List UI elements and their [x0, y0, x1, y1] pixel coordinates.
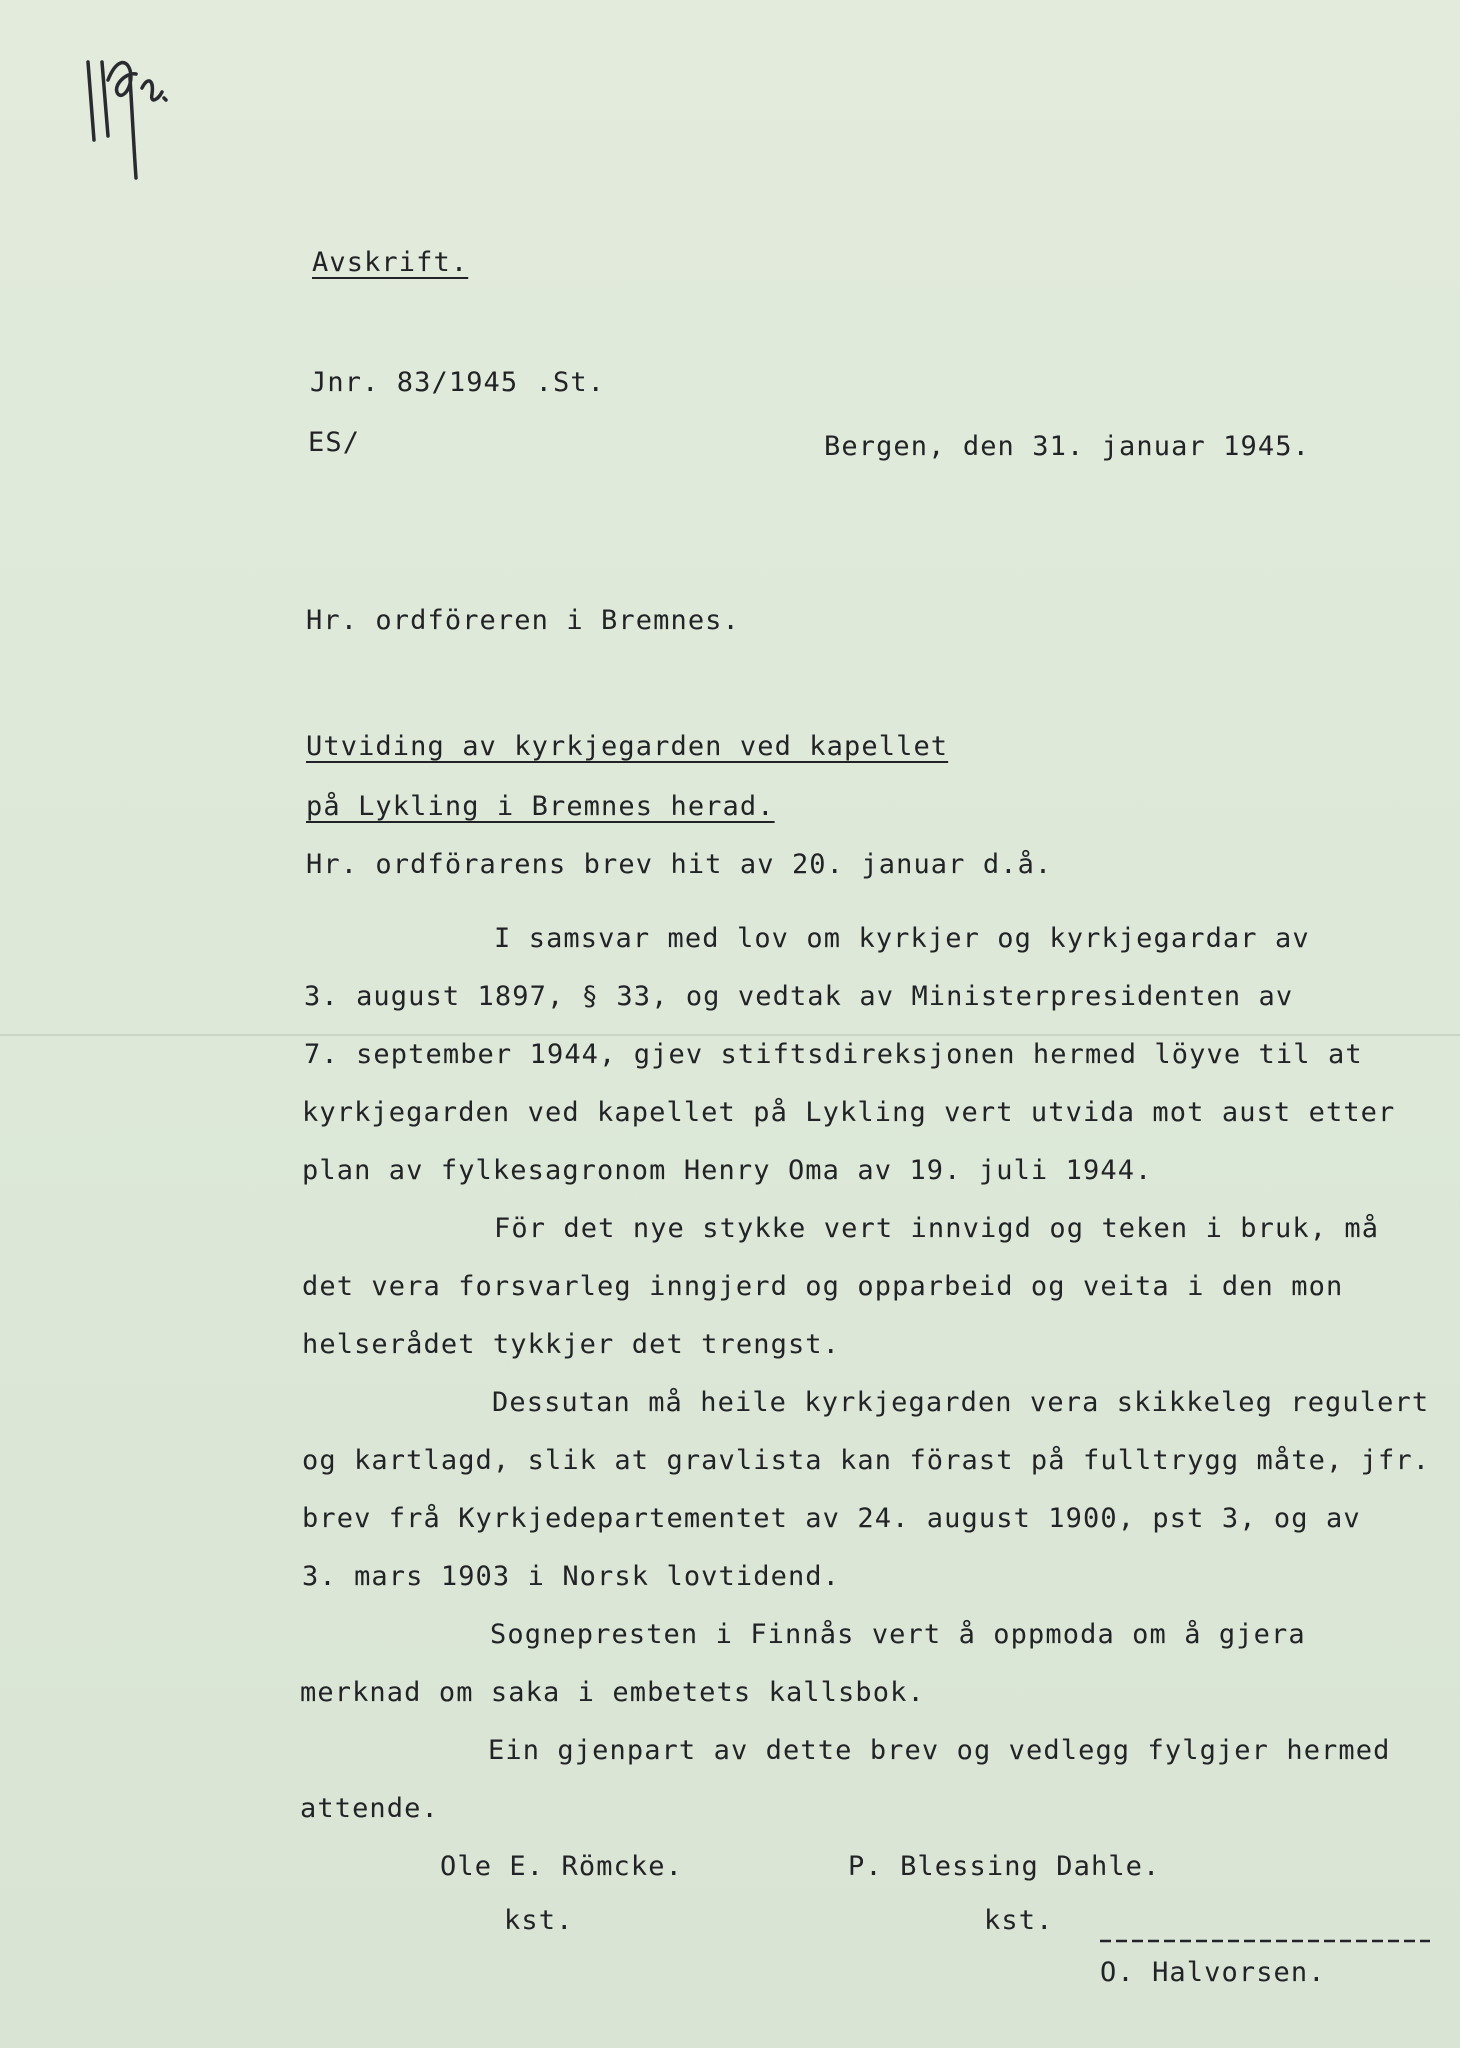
fold-crease: [0, 1034, 1460, 1036]
body-line: kyrkjegarden ved kapellet på Lykling vert utvida mot aust etter: [302, 1097, 1396, 1128]
signature-right-title: kst.: [984, 1905, 1054, 1936]
body-line: 3. august 1897, § 33, og vedtak av Ministerpresidenten av: [304, 981, 1294, 1012]
subject-line-2: på Lykling i Bremnes herad.: [306, 791, 775, 822]
dateline: Bergen, den 31. januar 1945.: [824, 431, 1310, 462]
body-line: För det nye stykke vert innvigd og teken i bruk, må: [494, 1213, 1380, 1244]
body-line: 7. september 1944, gjev stiftsdireksjonen hermed löyve til at: [304, 1039, 1363, 1070]
body-line: plan av fylkesagronom Henry Oma av 19. juli 1944.: [302, 1155, 1153, 1186]
body-line: attende.: [300, 1793, 439, 1824]
body-line: I samsvar med lov om kyrkjer og kyrkjegardar av: [494, 923, 1310, 954]
signature-dashed-line: [1100, 1939, 1430, 1943]
subject-line-1: Utviding av kyrkjegarden ved kapellet: [306, 731, 949, 762]
body-line: helserådet tykkjer det trengst.: [302, 1329, 841, 1360]
addressee: Hr. ordföreren i Bremnes.: [306, 605, 740, 636]
body-line: 3. mars 1903 i Norsk lovtidend.: [302, 1561, 841, 1592]
signature-left-name: Ole E. Römcke.: [440, 1851, 683, 1882]
body-line: merknad om saka i embetets kallsbok.: [300, 1677, 925, 1708]
body-line: Dessutan må heile kyrkjegarden vera skikkeleg regulert: [492, 1387, 1430, 1418]
body-line: det vera forsvarleg inngjerd og opparbeid og veita i den mon: [302, 1271, 1344, 1302]
reference-line: Hr. ordförarens brev hit av 20. januar d.å.: [306, 849, 1053, 880]
initials: ES/: [308, 427, 361, 458]
body-line: brev frå Kyrkjedepartementet av 24. august 1900, pst 3, og av: [302, 1503, 1361, 1534]
signature-bottom-name: O. Halvorsen.: [1100, 1957, 1326, 1988]
heading-avskrift: Avskrift.: [312, 247, 469, 278]
handwritten-archive-mark: [82, 40, 192, 190]
signature-left-title: kst.: [504, 1905, 574, 1936]
body-line: Sognepresten i Finnås vert å oppmoda om å gjera: [490, 1619, 1306, 1650]
journal-number: Jnr. 83/1945 .St.: [310, 367, 606, 398]
body-line: Ein gjenpart av dette brev og vedlegg fylgjer hermed: [488, 1735, 1391, 1766]
body-line: og kartlagd, slik at gravlista kan förast på fulltrygg måte, jfr.: [302, 1445, 1431, 1476]
signature-right-name: P. Blessing Dahle.: [848, 1851, 1161, 1882]
